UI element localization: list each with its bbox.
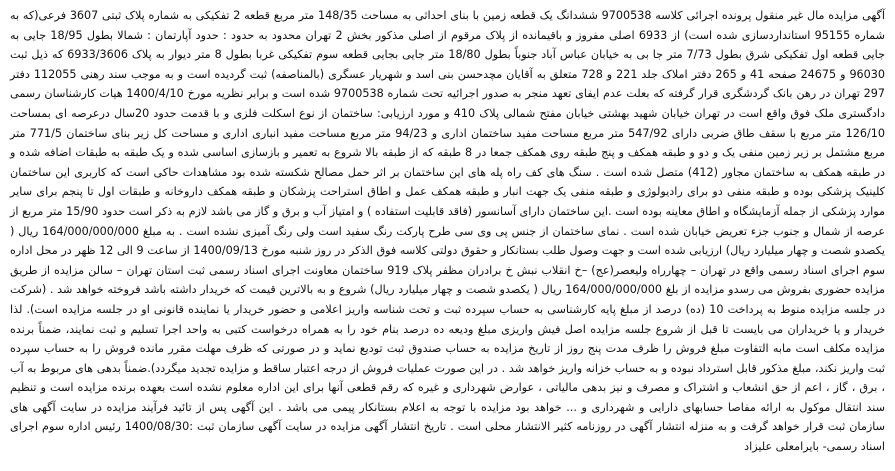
auction-notice-text: آگهی مزایده مال غیر منقول پرونده اجرائی کلاسه 9700538 ششدانگ یک قطعه زمین با بنای احداثی به مساحت 148/35 متر مربع قطعه 2 تفکیکی به شماره پلاک ثبتی 3607 فرعی(که به شماره 95155 استانداردسازی شده است) از 6933 اصلی مفروز و باقیمانده از پلاک مرقوم از اصلی مذکور بخش 2 تهران محدود به حدود : حدود آپارتمان : شمالا بطول 18/95 جایی به جایی قطعه اول تفکیکی شرق بطول 7/73 متر جا بی به خیابان عباس آباد جنوباً بطول 18/80 متر جایی بجایی قطعه سوم تفکیکی غربا بطول 8 متر دیوار به پلاک 6933/3606 که ذیل ثبت 96030 و 24675 صفحه 41 و 265 دفتر املاک جلد 221 و 728 متعلق به آقایان مچدحسن بنی اسد و شهریار عسگری (بالمناصفه) ثبت گردیده است و به موجب سند رهنی 112055 دفتر 297 تهران در رهن بانک گردشگری قرار گرفته که بعلت عدم ایفای تعهد منجر به صدور اجرائیه تحت شماره 9700538 شده است و برابر نظریه مورخ 1400/4/10 هیات کارشناسان رسمی دادگستری ملک فوق واقع است در تهران خیابان شهید بهشتی خیابان مفتح شمالی پلاک 410 و مورد ارزیابی: ساختمان از نوع اسکلت فلزی و با قدمت حدود 20سال درعرصه ای بمساحت 126/10 متر مربع با سقف طاق ضربی دارای 547/92 متر مربع مساحت مفید ساختمان اداری و 94/23 متر مربع مساحت مفید انباری اداری و مساحت کل زیر بنای ساختمان 771/5 متر مربع مشتمل بر زیر زمین منفی یک و دو و طبقه همکف و پنج طبقه روی همکف جمعا در 8 طبقه که از طبقه بالا شروع به تعمیر و بازسازی اساسی شده و یک طبقه به طبقات اضافه شده و در طبقه همکف به ساختمان مجاور (412) متصل شده است . سنگ های کف راه پله های این ساختمان بر اثر حمل مصالح شکسته شده بود مشاهدات حاکی است که کاربری این ساختمان کلینیک پزشکی بوده و طبقه منفی دو برای رادیولوژی و طبقه منفی یک جهت انبار و طبقه همکف عمل و اطاق استراحت پزشکان و طبقه همکف داروخانه و طبقات اول تا پنجم برای سایر موارد پزشکی از جمله آزمایشگاه و اطاق معاینه بوده است .این ساختمان دارای آسانسور (فاقد قابلیت استفاده ) و امتیاز آب و برق و گاز می باشد لازم به ذکر است حدود 15/90 متر مربع از عرصه از شمال و جنوب جزء تعریض خیابان شده است . نمای ساختمان از جنس پی وی سی طرح پارکت رنگ سفید است ولی رنگ آمیزی نشده است . به مبلغ 164/000/000/000 ریال ( یکصدو شصت و چهار میلیارد ریال) ارزیابی شده است و جهت وصول طلب بستانکار و حقوق دولتی کلاسه فوق الذکر در روز شنبه مورخ 1400/09/13 از ساعت 9 الی 12 ظهر در محل اداره سوم اجرای اسناد رسمی واقع در تهران – چهارراه ولیعصر(عج) –خ انقلاب نبش خ برادران مظفر پلاک 919 ساختمان معاونت اجرای اسناد رسمی ثبت استان تهران – سالن مزایده از طریق مزایده حضوری بفروش می رسدو مزایده از بلغ 164/000/000/000 ریال ( یکصدو شصت و چهار میلیارد ریال) شروع و به بالاترین قیمت که خریدار داشته باشد فروخته خواهد شد . (شرکت در جلسه مزایده منوط به پرداخت 10 (ده) درصد از مبلغ پایه کارشناسی به حساب سپرده ثبت و تحت شناسه واریز اعلامی و حضور خریدار یا نماینده قانونی او در جلسه مزایده است). لذا خریدار و یا خریداران می بایست تا قبل از شروع جلسه مزایده اصل فیش واریزی مبلغ ودیعه ده درصد بنام خود را به همراه درخواست کتبی به واحد اجرا تسلیم و ثبت نمایند، ضمناً برنده مزایده مکلف است مابه التفاوت مبلغ فروش را ظرف مدت پنج روز از تاریخ مزایده به حساب صندوق ثبت تودیع نماید و در صورتی که ظرف مهلت مقرر مانده فروش را به حساب سپرده ثبت واریز نکند، مبلغ مذکور قابل استرداد نبوده و به حساب خزانه واریز خواهد شد . در این صورت عملیات فروش از درجه اعتبار ساقط و مزایده تجدید میگردد).ضمناً بدهی های مربوط به آب ، برق ، گاز ، اعم از حق انشعاب و اشتراک و مصرف و نیز بدهی مالیاتی ، عوارض شهرداری و غیره که رقم قطعی آنها برای این اداره معلوم نشده است بعهده برنده مزایده است و تنظیم سند انتقال موکول به ارائه مفاصا حسابهای دارایی و شهرداری و ... خواهد بود مزایده با توجه به اعلام بستانکار پیمی می باشد . این آگهی پس از تائید فرآیند مزایده در سایت آگهی های سازمان ثبت قرار خواهد گرفت و به منزله انتشار آگهی در روزنامه کثیر الانتشار محلی است . تاریخ انتشار آگهی مزایده در سایت آگهی سازمان ثبت :1400/08/30 رئیس اداره سوم اجرای اسناد رسمی- بایرامعلی علیزاد — [10, 9, 886, 454]
